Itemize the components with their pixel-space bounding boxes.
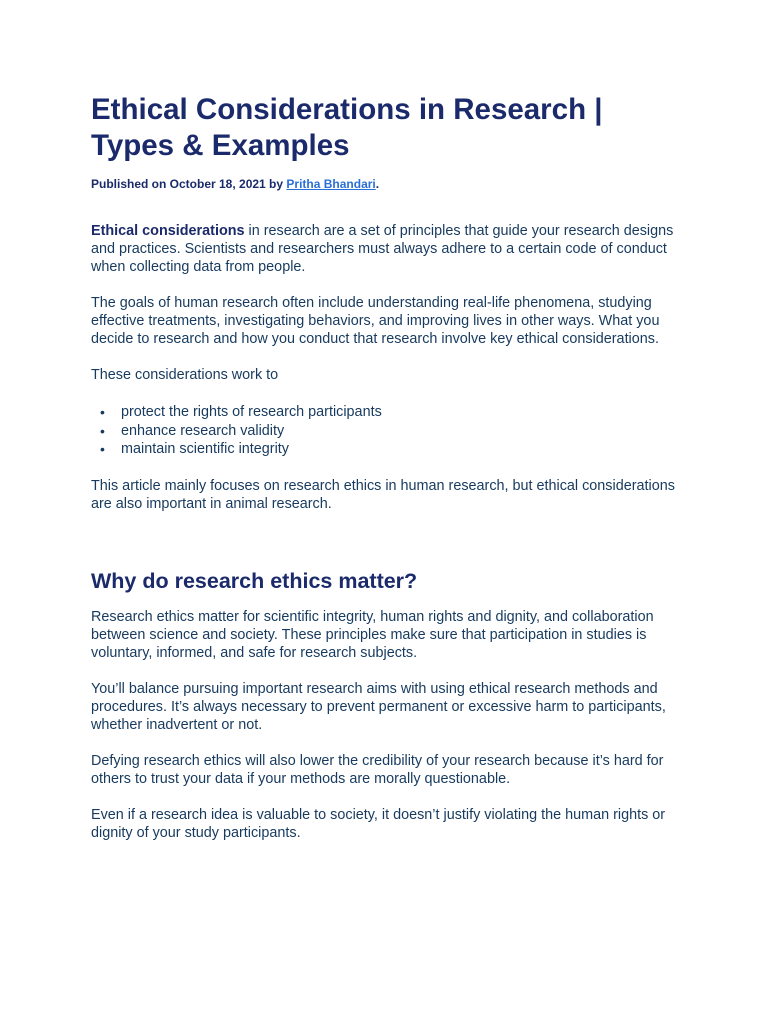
byline-suffix: .: [375, 177, 380, 191]
section-paragraph: Research ethics matter for scientific integrity, human rights and dignity, and collaboration between science and society. These principles make sure that participation in studies is voluntary, informed, and safe for research subjects.: [91, 608, 654, 661]
list-item-text: maintain scientific integrity: [121, 441, 289, 457]
goals-paragraph: The goals of human research often include understanding real-life phenomena, studying effective treatments, investigating behaviors, and improving lives in other ways. What you decide to research and how you conduct that research involve key ethical considerations.: [91, 295, 660, 347]
bullet-icon: •: [100, 441, 105, 457]
section-heading: Why do research ethics matter?: [91, 568, 418, 593]
considerations-list: [91, 403, 691, 459]
byline-prefix: Published on October 18, 2021 by: [91, 177, 287, 191]
list-item-text: enhance research validity: [121, 422, 285, 439]
bullet-icon: •: [100, 404, 105, 420]
article-title: Ethical Considerations in Research | Types & Examples: [91, 93, 603, 162]
list-item-text: protect the rights of research participants: [121, 404, 382, 420]
intro-text: in research are a set of principles that guide your research designs and practices. Scientists and researchers must always adhere to a certain code of conduct when collecting data from people.: [91, 223, 674, 275]
author-link[interactable]: Pritha Bhandari: [286, 177, 376, 191]
article: [91, 92, 691, 842]
section-paragraph: Even if a research idea is valuable to society, it doesn’t justify violating the human rights or dignity of your study participants.: [91, 806, 666, 841]
list-item: [100, 403, 691, 422]
focus-paragraph: This article mainly focuses on research ethics in human research, but ethical considerations are also important in animal research.: [91, 477, 675, 512]
list-item: [100, 422, 691, 441]
bullet-icon: •: [100, 422, 105, 439]
work-paragraph: These considerations work to: [91, 367, 279, 383]
intro-paragraph: [91, 222, 691, 276]
section-paragraph: You’ll balance pursuing important research aims with using ethical research methods and procedures. It’s always necessary to prevent permanent or excessive harm to participants, whether inadvertent or not.: [91, 680, 666, 733]
byline: [91, 176, 691, 192]
intro-bold-term: Ethical considerations: [91, 223, 245, 239]
list-item: [100, 440, 691, 459]
section-paragraph: Defying research ethics will also lower the credibility of your research because it’s hard for others to trust your data if your methods are morally questionable.: [91, 752, 664, 787]
